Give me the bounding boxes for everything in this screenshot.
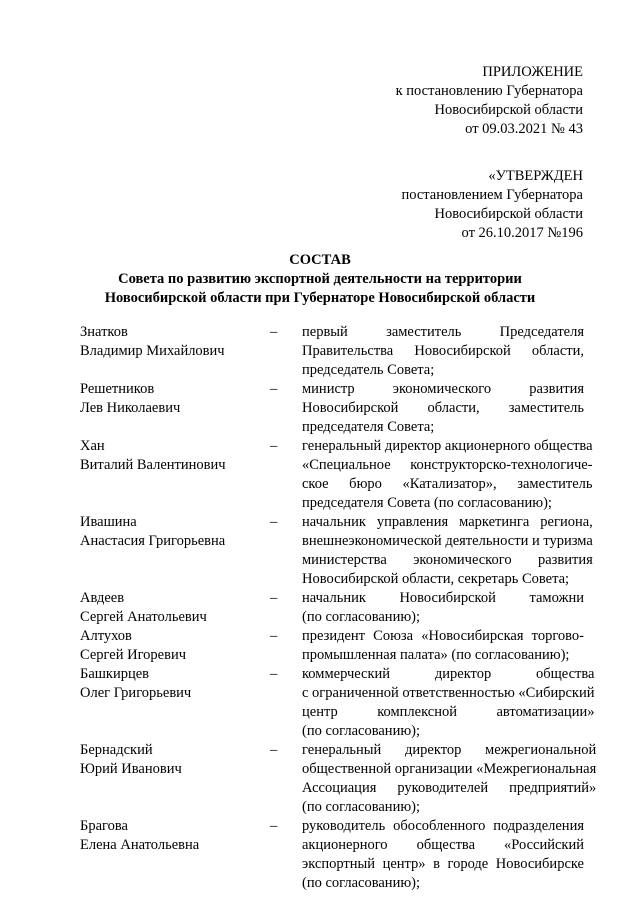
member-position (302, 627, 584, 665)
member-row (80, 323, 584, 380)
position-line: президент Союза «Новосибирская торгово- (302, 628, 584, 644)
member-row (80, 589, 584, 627)
title-heading: СОСТАВ (289, 252, 351, 268)
position-line: генеральный директор межрегиональной (302, 742, 597, 758)
member-position (302, 323, 584, 380)
member-dash: – (270, 590, 278, 606)
position-line: экспортный центр» в городе Новосибирске (302, 856, 584, 872)
member-given: Сергей Анатольевич (80, 609, 207, 625)
position-line: министерства экономического развития (302, 552, 593, 568)
position-line: министр экономического развития (302, 381, 584, 397)
position-line: акционерного общества «Российский (302, 837, 584, 853)
member-position (302, 665, 594, 741)
position-line: Ассоциация руководителей предприятий» (302, 780, 597, 796)
appendix-line: ПРИЛОЖЕНИЕ (482, 64, 583, 80)
member-dash: – (270, 514, 278, 530)
position-line: председателя Совета (по согласованию); (302, 495, 552, 511)
member-surname: Знатков (80, 324, 128, 340)
appendix-line: Новосибирской области (434, 102, 583, 118)
member-name (80, 817, 270, 893)
member-surname: Ивашина (80, 514, 137, 530)
member-position (302, 817, 584, 893)
member-surname: Бернадский (80, 742, 153, 758)
member-position (302, 741, 596, 817)
member-surname: Авдеев (80, 590, 125, 606)
member-dash: – (270, 742, 278, 758)
member-row (80, 513, 593, 589)
member-given: Анастасия Григорьевна (80, 533, 226, 549)
member-position (302, 380, 584, 437)
member-surname: Башкирцев (80, 666, 150, 682)
member-name (80, 513, 270, 589)
position-line: председателя Совета; (302, 419, 435, 435)
member-given: Юрий Иванович (80, 761, 182, 777)
position-line: (по согласованию); (302, 799, 421, 815)
position-line: Новосибирской области, секретарь Совета; (302, 571, 570, 587)
position-line: генеральный директор акционерного общества (302, 438, 593, 454)
member-name (80, 589, 270, 627)
position-line: начальник управления маркетинга региона, (302, 514, 593, 530)
position-line: промышленная палата» (по согласованию); (302, 647, 570, 663)
position-line: коммерческий директор общества (302, 666, 595, 682)
position-line: руководитель обособленного подразделения (302, 818, 584, 834)
position-line: общественной организации «Межрегиональная (302, 761, 597, 777)
position-line: внешнеэкономической деятельности и туризма (302, 533, 593, 549)
title-line: Совета по развитию экспортной деятельности на территории (118, 271, 522, 287)
member-row (80, 817, 584, 893)
position-line: (по согласованию); (302, 609, 421, 625)
member-dash: – (270, 438, 278, 454)
appendix-line: от 09.03.2021 № 43 (465, 121, 583, 137)
member-row (80, 665, 595, 741)
approval-line: Новосибирской области (434, 206, 583, 222)
member-given: Лев Николаевич (80, 400, 181, 416)
position-line: ское бюро «Катализатор», заместитель (302, 476, 593, 492)
position-line: Новосибирской области, заместитель (302, 400, 584, 416)
member-given: Олег Григорьевич (80, 685, 192, 701)
member-name (80, 665, 270, 741)
position-line: первый заместитель Председателя (302, 324, 584, 340)
member-dash: – (270, 666, 278, 682)
member-dash: – (270, 818, 278, 834)
member-name (80, 741, 270, 817)
member-dash: – (270, 381, 278, 397)
appendix-line: к постановлению Губернатора (395, 83, 583, 99)
member-row (80, 627, 584, 665)
member-dash: – (270, 324, 278, 340)
position-line: председатель Совета; (302, 362, 435, 378)
member-position (302, 513, 593, 589)
member-given: Владимир Михайлович (80, 343, 225, 359)
member-row (80, 380, 584, 437)
member-given: Виталий Валентинович (80, 457, 226, 473)
member-given: Сергей Игоревич (80, 647, 187, 663)
member-list (80, 323, 597, 893)
position-line: (по согласованию); (302, 875, 421, 891)
member-surname: Алтухов (80, 628, 132, 644)
member-name (80, 323, 270, 380)
member-row (80, 741, 597, 817)
approval-line: от 26.10.2017 №196 (461, 225, 583, 241)
member-row (80, 437, 593, 513)
position-line: Правительства Новосибирской области, (302, 343, 584, 359)
approval-block (401, 167, 583, 243)
position-line: начальник Новосибирской таможни (302, 590, 584, 606)
member-name (80, 380, 270, 437)
approval-line: постановлением Губернатора (401, 187, 583, 203)
member-given: Елена Анатольевна (80, 837, 200, 853)
title-line: Новосибирской области при Губернаторе Новосибирской области (104, 290, 536, 306)
member-name (80, 627, 270, 665)
member-surname: Хан (80, 438, 105, 454)
member-position (302, 589, 584, 627)
appendix-block (396, 63, 583, 139)
member-dash: – (270, 628, 278, 644)
position-line: центр комплексной автоматизации» (302, 704, 595, 720)
position-line: с ограниченной ответственностью «Сибирский (302, 685, 595, 701)
member-surname: Решетников (80, 381, 155, 397)
position-line: «Специальное конструкторско-технологиче- (302, 457, 593, 473)
position-line: (по согласованию); (302, 723, 421, 739)
member-position (302, 437, 593, 513)
member-name (80, 437, 270, 513)
document-title (0, 251, 640, 308)
approval-line: «УТВЕРЖДЕН (488, 168, 583, 184)
member-surname: Брагова (80, 818, 128, 834)
